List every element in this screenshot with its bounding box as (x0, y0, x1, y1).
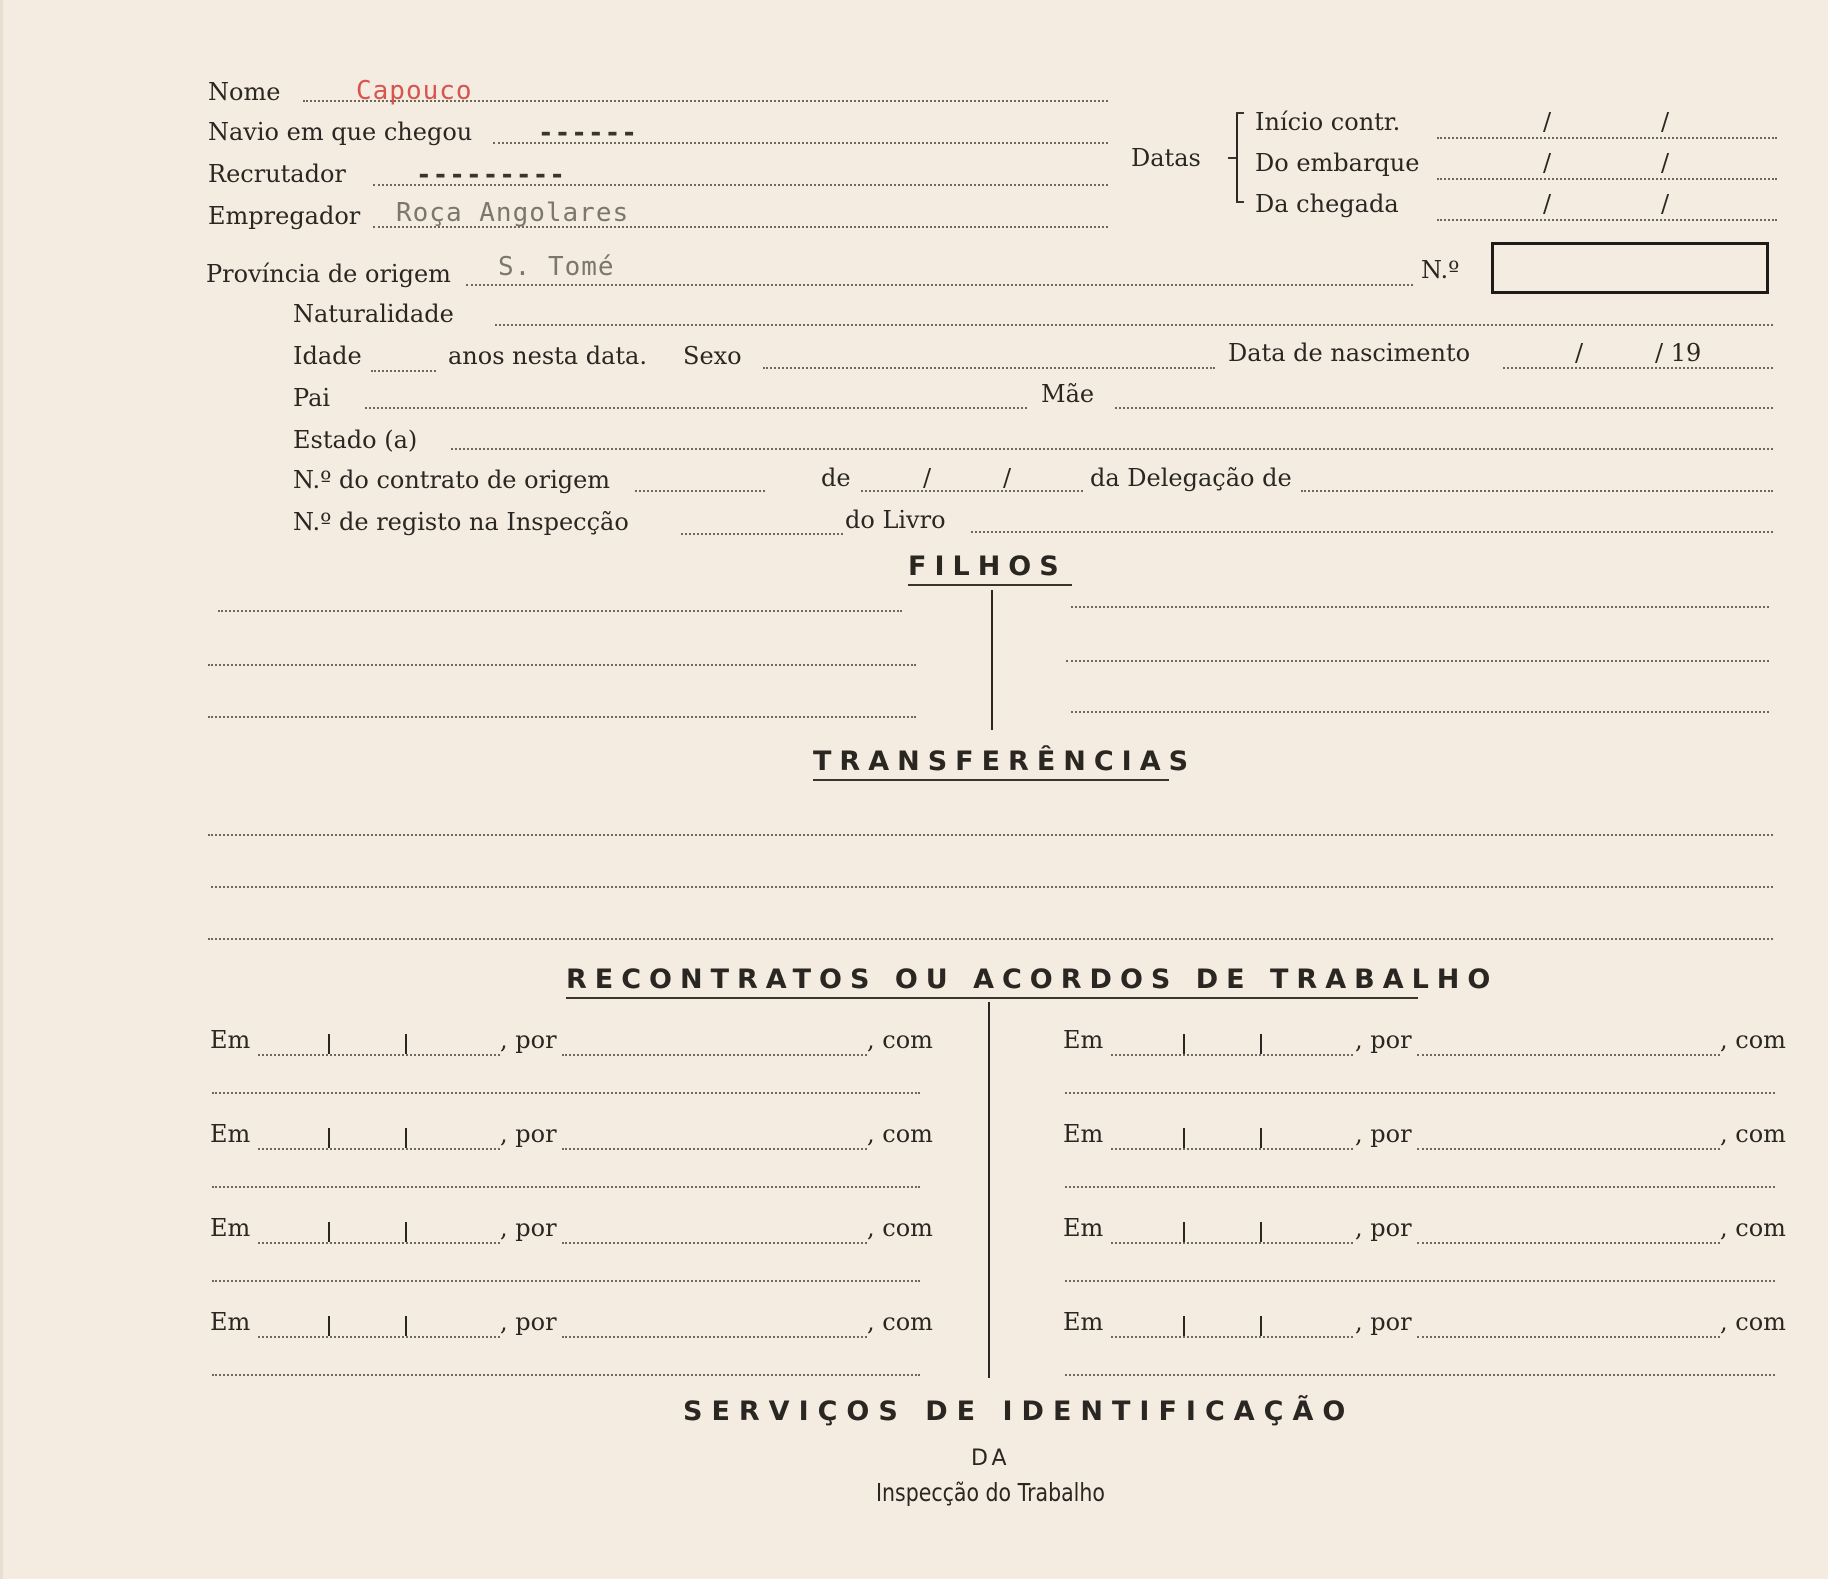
recrutador-value: --------- (416, 160, 566, 190)
footer-line2: DA (971, 1446, 1011, 1471)
recontrato-date-tick (405, 1222, 407, 1242)
chegada-slash-1: / (1543, 190, 1552, 218)
de-label: de (821, 464, 851, 492)
recontrato-date-tick (1260, 1128, 1262, 1148)
idade-line (371, 370, 436, 372)
brace-top (1236, 112, 1244, 114)
recontratos-underline (566, 997, 1418, 999)
registo-line (681, 533, 843, 535)
nascimento-label: Data de nascimento (1228, 339, 1471, 367)
recontrato-date-line (1111, 1242, 1353, 1244)
filhos-divider (991, 590, 993, 730)
estado-label: Estado (a) (293, 426, 418, 454)
recontrato-em-label: Em (210, 1308, 251, 1336)
footer-line1: SERVIÇOS DE IDENTIFICAÇÃO (683, 1396, 1355, 1427)
contrato-slash-1: / (923, 464, 932, 492)
recontrato-em-label: Em (210, 1120, 251, 1148)
recontrato-date-tick (1260, 1316, 1262, 1336)
naturalidade-label: Naturalidade (293, 300, 454, 328)
brace-mid (1228, 157, 1236, 159)
filhos-underline (908, 584, 1072, 586)
recontrato-continuation-line (212, 1092, 920, 1094)
numero-label: N.º (1421, 256, 1460, 284)
recontrato-em-label: Em (1063, 1308, 1104, 1336)
filhos-line-r1 (1071, 606, 1769, 608)
recontrato-por-label: , por (500, 1120, 557, 1148)
navio-value: ------ (538, 118, 638, 148)
recontrato-com-label: , com (1720, 1214, 1786, 1242)
contrato-date-line (861, 490, 1083, 492)
recontrato-por-line (562, 1054, 867, 1056)
sexo-label: Sexo (683, 342, 742, 370)
recontrato-por-label: , por (1355, 1308, 1412, 1336)
recontrato-date-line (258, 1054, 500, 1056)
recontrato-date-line (1111, 1336, 1353, 1338)
inicio-line (1437, 137, 1777, 139)
filhos-line-r2 (1066, 660, 1769, 662)
recontrato-por-label: , por (1355, 1120, 1412, 1148)
recontrato-continuation-line (1065, 1374, 1775, 1376)
nome-label: Nome (208, 78, 281, 106)
livro-line (971, 531, 1773, 533)
nascimento-slash: / (1575, 339, 1584, 367)
idade-label: Idade (293, 342, 362, 370)
contrato-slash-2: / (1003, 464, 1012, 492)
chegada-line (1437, 219, 1777, 221)
recontrato-com-label: , com (867, 1308, 933, 1336)
recontrato-date-line (258, 1242, 500, 1244)
datas-brace (1236, 113, 1238, 201)
recontrato-por-label: , por (500, 1214, 557, 1242)
chegada-label: Da chegada (1255, 190, 1399, 218)
recontrato-date-tick (1183, 1034, 1185, 1054)
recontrato-em-label: Em (1063, 1214, 1104, 1242)
recontrato-date-tick (328, 1034, 330, 1054)
recontrato-por-line (1417, 1242, 1720, 1244)
recontrato-por-label: , por (500, 1026, 557, 1054)
embarque-slash-2: / (1661, 149, 1670, 177)
nome-value: Capouco (356, 76, 473, 106)
recontratos-divider (988, 1002, 990, 1378)
recontrato-date-tick (1260, 1034, 1262, 1054)
filhos-line-l3 (208, 716, 916, 718)
recontrato-por-line (1417, 1054, 1720, 1056)
pai-line (365, 407, 1027, 409)
recontrato-continuation-line (212, 1374, 920, 1376)
navio-label: Navio em que chegou (208, 118, 473, 146)
recontrato-date-tick (1183, 1316, 1185, 1336)
recontrato-date-line (258, 1336, 500, 1338)
provincia-value: S. Tomé (498, 252, 615, 282)
recrutador-label: Recrutador (208, 160, 346, 188)
recontrato-date-line (1111, 1148, 1353, 1150)
recontrato-date-tick (405, 1316, 407, 1336)
inicio-slash-1: / (1543, 108, 1552, 136)
recontrato-continuation-line (212, 1280, 920, 1282)
footer-line3: Inspecção do Trabalho (876, 1478, 1105, 1507)
recontrato-por-line (1417, 1148, 1720, 1150)
estado-line (451, 448, 1773, 450)
recontrato-por-label: , por (500, 1308, 557, 1336)
inicio-slash-2: / (1661, 108, 1670, 136)
numero-box (1491, 242, 1769, 294)
embarque-line (1437, 178, 1777, 180)
recontrato-em-label: Em (210, 1026, 251, 1054)
recontrato-continuation-line (212, 1186, 920, 1188)
delegacao-line (1301, 490, 1773, 492)
transferencias-line-2 (211, 886, 1773, 888)
recontrato-com-label: , com (867, 1214, 933, 1242)
inicio-label: Início contr. (1255, 108, 1401, 136)
transferencias-line-3 (208, 938, 1773, 940)
recontratos-heading: RECONTRATOS OU ACORDOS DE TRABALHO (566, 964, 1499, 995)
filhos-line-l2 (208, 664, 916, 666)
registo-label: N.º de registo na Inspecção (293, 508, 629, 536)
recontrato-por-line (1417, 1336, 1720, 1338)
naturalidade-line (495, 324, 1773, 326)
anos-label: anos nesta data. (448, 342, 647, 370)
recontrato-com-label: , com (867, 1120, 933, 1148)
nascimento-year: / 19 (1655, 339, 1702, 367)
recontrato-em-label: Em (1063, 1026, 1104, 1054)
recontrato-date-tick (1183, 1222, 1185, 1242)
pai-label: Pai (293, 384, 331, 412)
recontrato-por-line (562, 1242, 867, 1244)
embarque-label: Do embarque (1255, 149, 1420, 177)
provincia-line (466, 284, 1413, 286)
recontrato-date-tick (1183, 1128, 1185, 1148)
filhos-line-l1 (218, 610, 902, 612)
empregador-label: Empregador (208, 202, 361, 230)
empregador-value: Roça Angolares (396, 198, 630, 228)
recontrato-date-tick (1260, 1222, 1262, 1242)
transferencias-line-1 (208, 834, 1773, 836)
brace-bottom (1236, 201, 1244, 203)
sexo-line (763, 367, 1215, 369)
recontrato-por-label: , por (1355, 1026, 1412, 1054)
filhos-heading: FILHOS (908, 551, 1067, 582)
recontrato-continuation-line (1065, 1186, 1775, 1188)
recontrato-date-line (1111, 1054, 1353, 1056)
recontrato-por-line (562, 1148, 867, 1150)
recontrato-date-tick (328, 1128, 330, 1148)
filhos-line-r3 (1071, 711, 1769, 713)
contrato-line (635, 490, 765, 492)
mae-label: Mãe (1041, 380, 1095, 408)
recontrato-por-label: , por (1355, 1214, 1412, 1242)
recontrato-com-label: , com (1720, 1026, 1786, 1054)
mae-line (1115, 407, 1773, 409)
recontrato-continuation-line (1065, 1280, 1775, 1282)
recontrato-continuation-line (1065, 1092, 1775, 1094)
recontrato-com-label: , com (1720, 1120, 1786, 1148)
livro-label: do Livro (845, 506, 946, 534)
embarque-slash-1: / (1543, 149, 1552, 177)
recontrato-por-line (562, 1336, 867, 1338)
recontrato-date-tick (328, 1316, 330, 1336)
transferencias-heading: TRANSFERÊNCIAS (813, 746, 1197, 777)
recontrato-date-tick (405, 1128, 407, 1148)
recontrato-com-label: , com (867, 1026, 933, 1054)
nascimento-line (1503, 367, 1773, 369)
transferencias-underline (813, 779, 1169, 781)
recontrato-date-tick (328, 1222, 330, 1242)
contrato-label: N.º do contrato de origem (293, 466, 611, 494)
recontrato-em-label: Em (1063, 1120, 1104, 1148)
recontrato-date-line (258, 1148, 500, 1150)
recontrato-em-label: Em (210, 1214, 251, 1242)
recontrato-date-tick (405, 1034, 407, 1054)
provincia-label: Província de origem (206, 260, 451, 288)
recontrato-com-label: , com (1720, 1308, 1786, 1336)
datas-label: Datas (1131, 144, 1201, 172)
delegacao-label: da Delegação de (1090, 464, 1292, 492)
chegada-slash-2: / (1661, 190, 1670, 218)
